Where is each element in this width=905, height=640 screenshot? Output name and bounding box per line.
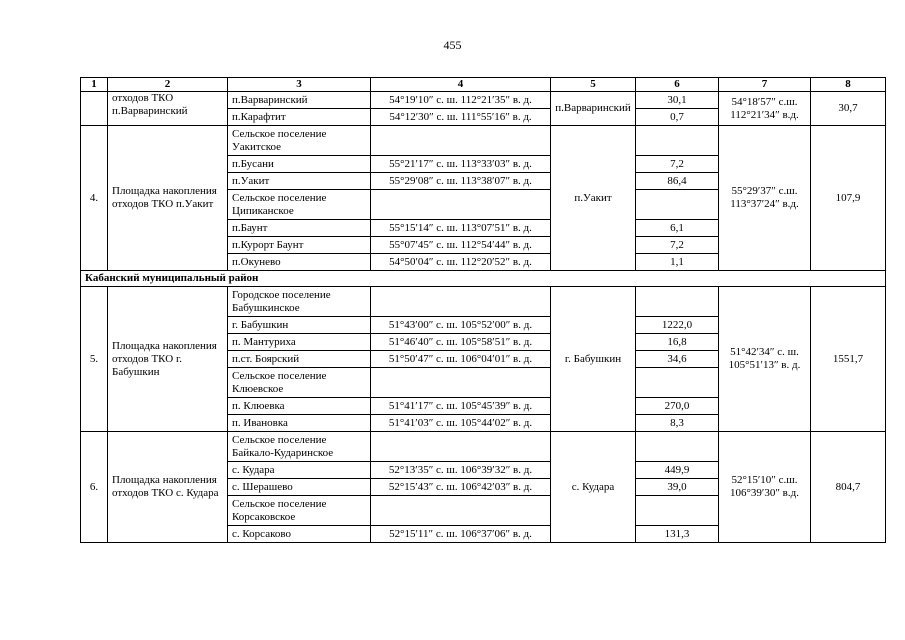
settlement-coords: 55°15′14″ с. ш. 113°07′51″ в. д. bbox=[371, 220, 551, 237]
table-row bbox=[81, 126, 886, 156]
column-header-7: 7 bbox=[719, 78, 811, 92]
settlement-coords: 54°12′30″ с. ш. 111°55′16″ в. д. bbox=[371, 109, 551, 126]
table-body bbox=[81, 92, 886, 543]
site-name: Площадка накопления отходов ТКО п.Уакит bbox=[108, 126, 228, 271]
settlement-coords bbox=[371, 432, 551, 462]
site-name: отходов ТКО п.Варваринский bbox=[108, 92, 228, 126]
settlement-coords: 52°13′35″ с. ш. 106°39′32″ в. д. bbox=[371, 462, 551, 479]
waste-mass: 39,0 bbox=[636, 479, 719, 496]
site-name: Площадка накопления отходов ТКО с. Кудара bbox=[108, 432, 228, 543]
waste-mass: 7,2 bbox=[636, 237, 719, 254]
settlement-coords: 54°50′04″ с. ш. 112°20′52″ в. д. bbox=[371, 254, 551, 271]
settlement-name: Городское поселение Бабушкинское bbox=[228, 287, 371, 317]
settlement-coords: 55°29′08″ с. ш. 113°38′07″ в. д. bbox=[371, 173, 551, 190]
settlement-coords: 55°07′45″ с. ш. 112°54′44″ в. д. bbox=[371, 237, 551, 254]
settlement-name: с. Кудара bbox=[228, 462, 371, 479]
settlement-coords: 51°46′40″ с. ш. 105°58′51″ в. д. bbox=[371, 334, 551, 351]
settlement-name: п.Курорт Баунт bbox=[228, 237, 371, 254]
settlement-coords bbox=[371, 368, 551, 398]
center-settlement: г. Бабушкин bbox=[551, 287, 636, 432]
settlement-coords: 52°15′43″ с. ш. 106°42′03″ в. д. bbox=[371, 479, 551, 496]
column-header-1: 1 bbox=[81, 78, 108, 92]
center-settlement: с. Кудара bbox=[551, 432, 636, 543]
settlement-name: п.Баунт bbox=[228, 220, 371, 237]
settlement-coords bbox=[371, 496, 551, 526]
center-settlement: п.Уакит bbox=[551, 126, 636, 271]
column-header-5: 5 bbox=[551, 78, 636, 92]
settlement-name: п.Карафтит bbox=[228, 109, 371, 126]
settlement-name: п.Уакит bbox=[228, 173, 371, 190]
section-row bbox=[81, 271, 886, 287]
settlement-name: с. Шерашево bbox=[228, 479, 371, 496]
settlement-coords: 51°41′03″ с. ш. 105°44′02″ в. д. bbox=[371, 415, 551, 432]
center-coords: 55°29′37″ с.ш. 113°37′24″ в.д. bbox=[719, 126, 811, 271]
waste-mass: 30,1 bbox=[636, 92, 719, 109]
settlement-name: с. Корсаково bbox=[228, 526, 371, 543]
waste-sites-table bbox=[80, 77, 886, 543]
waste-mass bbox=[636, 190, 719, 220]
site-number bbox=[81, 92, 108, 126]
waste-mass: 8,3 bbox=[636, 415, 719, 432]
waste-mass: 1222,0 bbox=[636, 317, 719, 334]
column-header-6: 6 bbox=[636, 78, 719, 92]
table-row bbox=[81, 92, 886, 109]
waste-mass bbox=[636, 496, 719, 526]
waste-mass: 7,2 bbox=[636, 156, 719, 173]
settlement-name: Сельское поселение Корсаковское bbox=[228, 496, 371, 526]
site-number: 6. bbox=[81, 432, 108, 543]
settlement-coords: 52°15′11″ с. ш. 106°37′06″ в. д. bbox=[371, 526, 551, 543]
settlement-coords: 51°41′17″ с. ш. 105°45′39″ в. д. bbox=[371, 398, 551, 415]
settlement-name: Сельское поселение Клюевское bbox=[228, 368, 371, 398]
table-row bbox=[81, 432, 886, 462]
waste-mass bbox=[636, 126, 719, 156]
waste-mass: 34,6 bbox=[636, 351, 719, 368]
site-number: 4. bbox=[81, 126, 108, 271]
waste-mass bbox=[636, 287, 719, 317]
waste-mass: 16,8 bbox=[636, 334, 719, 351]
total-mass: 804,7 bbox=[811, 432, 886, 543]
settlement-name: г. Бабушкин bbox=[228, 317, 371, 334]
table-row bbox=[81, 287, 886, 317]
settlement-coords: 55°21′17″ с. ш. 113°33′03″ в. д. bbox=[371, 156, 551, 173]
waste-mass: 449,9 bbox=[636, 462, 719, 479]
center-settlement: п.Варваринский bbox=[551, 92, 636, 126]
settlement-name: Сельское поселение Ципиканское bbox=[228, 190, 371, 220]
column-header-8: 8 bbox=[811, 78, 886, 92]
column-header-4: 4 bbox=[371, 78, 551, 92]
settlement-coords bbox=[371, 126, 551, 156]
center-coords: 54°18′57″ с.ш. 112°21′34″ в.д. bbox=[719, 92, 811, 126]
page-number: 455 bbox=[443, 38, 462, 52]
settlement-coords bbox=[371, 287, 551, 317]
total-mass: 107,9 bbox=[811, 126, 886, 271]
settlement-coords: 51°50′47″ с. ш. 106°04′01″ в. д. bbox=[371, 351, 551, 368]
settlement-name: п.ст. Боярский bbox=[228, 351, 371, 368]
settlement-name: п.Окунево bbox=[228, 254, 371, 271]
waste-mass bbox=[636, 432, 719, 462]
settlement-name: п. Клюевка bbox=[228, 398, 371, 415]
waste-mass: 0,7 bbox=[636, 109, 719, 126]
section-title: Кабанский муниципальный район bbox=[81, 271, 886, 287]
settlement-name: Сельское поселение Уакитское bbox=[228, 126, 371, 156]
waste-mass: 6,1 bbox=[636, 220, 719, 237]
settlement-name: Сельское поселение Байкало-Кударинское bbox=[228, 432, 371, 462]
settlement-name: п.Бусани bbox=[228, 156, 371, 173]
waste-mass: 86,4 bbox=[636, 173, 719, 190]
center-coords: 51°42′34″ с. ш. 105°51′13″ в. д. bbox=[719, 287, 811, 432]
total-mass: 1551,7 bbox=[811, 287, 886, 432]
column-header-3: 3 bbox=[228, 78, 371, 92]
site-name: Площадка накопления отходов ТКО г. Бабушкин bbox=[108, 287, 228, 432]
center-coords: 52°15′10″ с.ш. 106°39′30″ в.д. bbox=[719, 432, 811, 543]
settlement-name: п. Мантуриха bbox=[228, 334, 371, 351]
header-row bbox=[81, 78, 886, 92]
total-mass: 30,7 bbox=[811, 92, 886, 126]
settlement-name: п.Варваринский bbox=[228, 92, 371, 109]
settlement-coords: 51°43′00″ с. ш. 105°52′00″ в. д. bbox=[371, 317, 551, 334]
waste-mass: 1,1 bbox=[636, 254, 719, 271]
column-header-2: 2 bbox=[108, 78, 228, 92]
waste-mass bbox=[636, 368, 719, 398]
settlement-coords bbox=[371, 190, 551, 220]
settlement-coords: 54°19′10″ с. ш. 112°21′35″ в. д. bbox=[371, 92, 551, 109]
waste-mass: 131,3 bbox=[636, 526, 719, 543]
site-number: 5. bbox=[81, 287, 108, 432]
waste-mass: 270,0 bbox=[636, 398, 719, 415]
settlement-name: п. Ивановка bbox=[228, 415, 371, 432]
